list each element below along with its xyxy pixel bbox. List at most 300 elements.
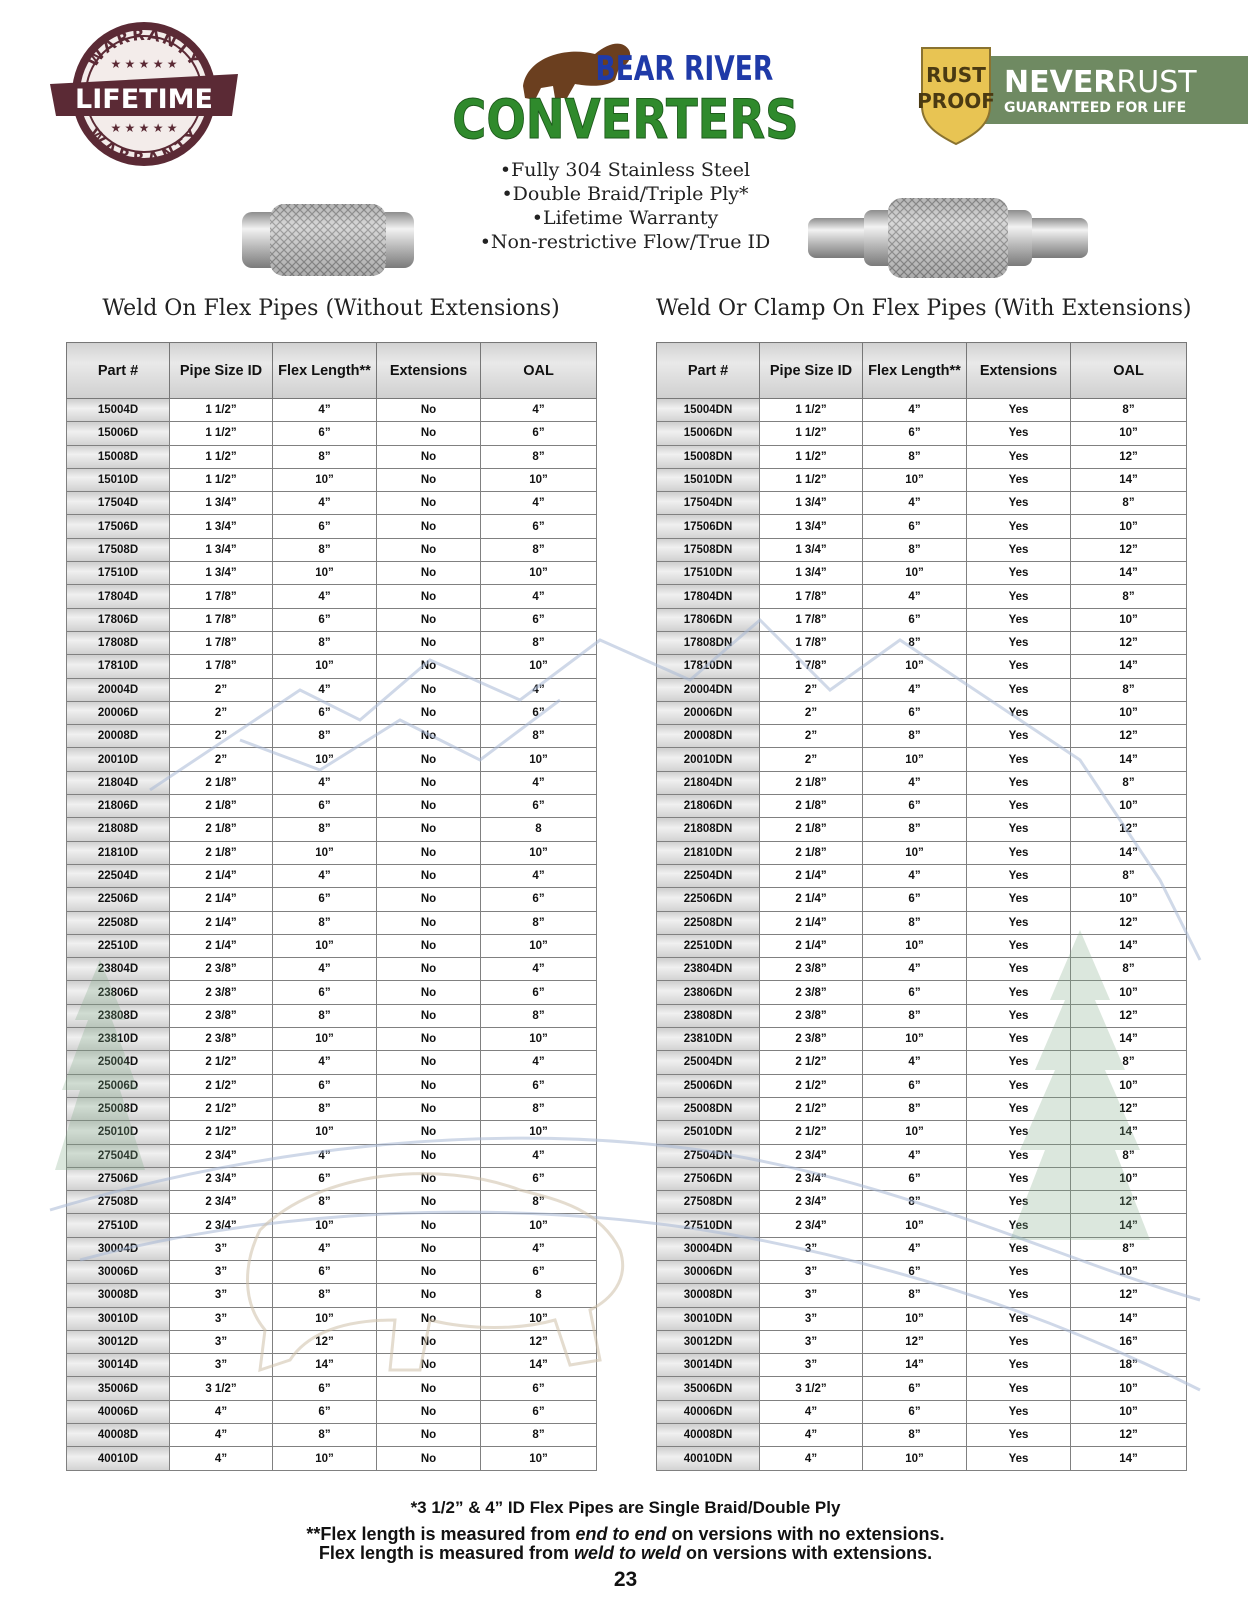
brand-line1: BEAR RIVER bbox=[595, 49, 774, 89]
cell-oal: 4” bbox=[481, 492, 597, 515]
cell-pipe-size-id: 2 1/8” bbox=[170, 795, 273, 818]
cell-pipe-size-id: 1 1/2” bbox=[760, 468, 863, 491]
cell-part-number: 27506DN bbox=[657, 1167, 760, 1190]
cell-oal: 12” bbox=[1071, 1424, 1187, 1447]
table-row bbox=[657, 1191, 1187, 1214]
cell-extensions: No bbox=[377, 1167, 481, 1190]
table-row bbox=[67, 748, 597, 771]
cell-extensions: No bbox=[377, 631, 481, 654]
cell-oal: 4” bbox=[481, 1237, 597, 1260]
table-row bbox=[657, 818, 1187, 841]
cell-part-number: 23810D bbox=[67, 1028, 170, 1051]
feature-list bbox=[440, 158, 810, 254]
cell-oal: 14” bbox=[1071, 934, 1187, 957]
table-row bbox=[657, 958, 1187, 981]
table-row bbox=[67, 492, 597, 515]
cell-flex-length: 10” bbox=[273, 562, 377, 585]
cell-flex-length: 10” bbox=[863, 841, 967, 864]
table-row bbox=[67, 1074, 597, 1097]
cell-extensions: Yes bbox=[967, 1330, 1071, 1353]
cell-flex-length: 6” bbox=[863, 422, 967, 445]
cell-part-number: 27504DN bbox=[657, 1144, 760, 1167]
cell-pipe-size-id: 2 3/4” bbox=[760, 1144, 863, 1167]
cell-part-number: 17506D bbox=[67, 515, 170, 538]
cell-pipe-size-id: 3” bbox=[170, 1330, 273, 1353]
cell-oal: 8” bbox=[481, 911, 597, 934]
cell-oal: 6” bbox=[481, 701, 597, 724]
cell-extensions: No bbox=[377, 725, 481, 748]
cell-part-number: 17808D bbox=[67, 631, 170, 654]
cell-pipe-size-id: 2 3/8” bbox=[170, 981, 273, 1004]
cell-pipe-size-id: 3” bbox=[170, 1237, 273, 1260]
cell-part-number: 35006D bbox=[67, 1377, 170, 1400]
cell-pipe-size-id: 2 1/8” bbox=[170, 841, 273, 864]
cell-pipe-size-id: 2 1/2” bbox=[760, 1121, 863, 1144]
cell-extensions: Yes bbox=[967, 422, 1071, 445]
cell-extensions: Yes bbox=[967, 1237, 1071, 1260]
cell-pipe-size-id: 2 1/8” bbox=[170, 771, 273, 794]
cell-oal: 4” bbox=[481, 678, 597, 701]
table-row bbox=[67, 1424, 597, 1447]
cell-extensions: Yes bbox=[967, 958, 1071, 981]
cell-oal: 10” bbox=[1071, 608, 1187, 631]
table-row bbox=[67, 1354, 597, 1377]
cell-flex-length: 4” bbox=[273, 678, 377, 701]
cell-pipe-size-id: 2 1/4” bbox=[170, 911, 273, 934]
cell-oal: 6” bbox=[481, 515, 597, 538]
cell-flex-length: 4” bbox=[863, 678, 967, 701]
cell-extensions: Yes bbox=[967, 1004, 1071, 1027]
header-pipe-size-id: Pipe Size ID bbox=[170, 343, 273, 399]
cell-oal: 6” bbox=[481, 1074, 597, 1097]
cell-pipe-size-id: 4” bbox=[760, 1447, 863, 1470]
cell-pipe-size-id: 2 3/8” bbox=[170, 1004, 273, 1027]
footnote-no-extensions: **Flex length is measured from end to end on versions with no extensions. bbox=[306, 1524, 945, 1544]
cell-flex-length: 10” bbox=[273, 1307, 377, 1330]
cell-part-number: 25008D bbox=[67, 1097, 170, 1120]
cell-oal: 10” bbox=[481, 1307, 597, 1330]
cell-flex-length: 8” bbox=[273, 1004, 377, 1027]
cell-part-number: 27510DN bbox=[657, 1214, 760, 1237]
cell-pipe-size-id: 2 1/8” bbox=[170, 818, 273, 841]
cell-pipe-size-id: 3” bbox=[760, 1330, 863, 1353]
cell-extensions: Yes bbox=[967, 1284, 1071, 1307]
cell-oal: 8 bbox=[481, 1284, 597, 1307]
cell-flex-length: 14” bbox=[863, 1354, 967, 1377]
table-row bbox=[67, 1307, 597, 1330]
cell-flex-length: 10” bbox=[273, 748, 377, 771]
cell-flex-length: 4” bbox=[863, 399, 967, 422]
cell-pipe-size-id: 1 3/4” bbox=[170, 538, 273, 561]
cell-flex-length: 6” bbox=[273, 1074, 377, 1097]
cell-flex-length: 10” bbox=[863, 1307, 967, 1330]
cell-oal: 10” bbox=[1071, 795, 1187, 818]
cell-extensions: No bbox=[377, 748, 481, 771]
cell-part-number: 15008D bbox=[67, 445, 170, 468]
cell-flex-length: 8” bbox=[863, 1424, 967, 1447]
cell-part-number: 20004D bbox=[67, 678, 170, 701]
cell-pipe-size-id: 3” bbox=[760, 1307, 863, 1330]
table-row bbox=[657, 1330, 1187, 1353]
cell-oal: 12” bbox=[1071, 911, 1187, 934]
cell-part-number: 15006D bbox=[67, 422, 170, 445]
cell-part-number: 22506DN bbox=[657, 888, 760, 911]
table-row bbox=[657, 701, 1187, 724]
cell-flex-length: 4” bbox=[863, 958, 967, 981]
cell-oal: 8” bbox=[1071, 1144, 1187, 1167]
cell-extensions: Yes bbox=[967, 771, 1071, 794]
table-row bbox=[657, 1051, 1187, 1074]
cell-extensions: Yes bbox=[967, 655, 1071, 678]
badge-center-text: LIFETIME bbox=[75, 84, 213, 115]
cell-flex-length: 10” bbox=[863, 468, 967, 491]
cell-oal: 10” bbox=[1071, 981, 1187, 1004]
cell-extensions: No bbox=[377, 585, 481, 608]
cell-part-number: 30008DN bbox=[657, 1284, 760, 1307]
cell-part-number: 22510D bbox=[67, 934, 170, 957]
cell-pipe-size-id: 2” bbox=[760, 725, 863, 748]
cell-extensions: Yes bbox=[967, 631, 1071, 654]
table-row bbox=[67, 1260, 597, 1283]
cell-flex-length: 4” bbox=[273, 492, 377, 515]
cell-extensions: Yes bbox=[967, 911, 1071, 934]
cell-oal: 6” bbox=[481, 422, 597, 445]
cell-part-number: 22510DN bbox=[657, 934, 760, 957]
cell-part-number: 27504D bbox=[67, 1144, 170, 1167]
cell-part-number: 17508D bbox=[67, 538, 170, 561]
cell-pipe-size-id: 2 1/4” bbox=[170, 934, 273, 957]
cell-extensions: Yes bbox=[967, 818, 1071, 841]
cell-flex-length: 8” bbox=[863, 911, 967, 934]
table-row bbox=[67, 399, 597, 422]
cell-oal: 14” bbox=[1071, 468, 1187, 491]
table-row bbox=[657, 911, 1187, 934]
lifetime-warranty-badge bbox=[48, 18, 240, 170]
cell-pipe-size-id: 2 1/2” bbox=[170, 1097, 273, 1120]
cell-extensions: Yes bbox=[967, 981, 1071, 1004]
weld-on-flex-pipes-table bbox=[66, 342, 597, 1471]
cell-extensions: No bbox=[377, 1074, 481, 1097]
cell-part-number: 22504DN bbox=[657, 864, 760, 887]
cell-flex-length: 6” bbox=[273, 795, 377, 818]
cell-flex-length: 4” bbox=[273, 864, 377, 887]
cell-flex-length: 4” bbox=[863, 585, 967, 608]
cell-oal: 8” bbox=[1071, 771, 1187, 794]
table-row bbox=[657, 422, 1187, 445]
cell-pipe-size-id: 2 3/8” bbox=[170, 1028, 273, 1051]
table-row bbox=[67, 771, 597, 794]
cell-extensions: No bbox=[377, 981, 481, 1004]
table-row bbox=[657, 1377, 1187, 1400]
cell-oal: 18” bbox=[1071, 1354, 1187, 1377]
table-row bbox=[67, 445, 597, 468]
cell-part-number: 40006DN bbox=[657, 1400, 760, 1423]
table-row bbox=[657, 538, 1187, 561]
cell-flex-length: 4” bbox=[273, 958, 377, 981]
cell-part-number: 23808DN bbox=[657, 1004, 760, 1027]
cell-flex-length: 10” bbox=[273, 1214, 377, 1237]
cell-pipe-size-id: 2 3/8” bbox=[760, 1004, 863, 1027]
cell-part-number: 15004DN bbox=[657, 399, 760, 422]
table-row bbox=[657, 399, 1187, 422]
header-flex-length: Flex Length** bbox=[863, 343, 967, 399]
footnote-braid: *3 1/2” & 4” ID Flex Pipes are Single Braid/Double Ply bbox=[410, 1498, 841, 1517]
cell-part-number: 30006D bbox=[67, 1260, 170, 1283]
cell-extensions: No bbox=[377, 422, 481, 445]
cell-pipe-size-id: 4” bbox=[760, 1400, 863, 1423]
cell-part-number: 15010D bbox=[67, 468, 170, 491]
cell-flex-length: 6” bbox=[863, 1377, 967, 1400]
cell-part-number: 20004DN bbox=[657, 678, 760, 701]
cell-flex-length: 6” bbox=[863, 1074, 967, 1097]
cell-pipe-size-id: 3 1/2” bbox=[760, 1377, 863, 1400]
table-row bbox=[657, 1144, 1187, 1167]
cell-oal: 10” bbox=[1071, 1167, 1187, 1190]
cell-oal: 10” bbox=[481, 1447, 597, 1470]
cell-extensions: No bbox=[377, 608, 481, 631]
table-row bbox=[67, 1214, 597, 1237]
cell-extensions: No bbox=[377, 1004, 481, 1027]
table-row bbox=[657, 981, 1187, 1004]
table-row bbox=[657, 1260, 1187, 1283]
table-row bbox=[67, 841, 597, 864]
cell-part-number: 40010D bbox=[67, 1447, 170, 1470]
cell-pipe-size-id: 3” bbox=[760, 1260, 863, 1283]
cell-extensions: No bbox=[377, 1028, 481, 1051]
table-row bbox=[67, 1167, 597, 1190]
cell-flex-length: 6” bbox=[273, 701, 377, 724]
cell-pipe-size-id: 3” bbox=[760, 1284, 863, 1307]
cell-oal: 10” bbox=[1071, 1074, 1187, 1097]
cell-flex-length: 10” bbox=[863, 655, 967, 678]
cell-pipe-size-id: 2 3/8” bbox=[170, 958, 273, 981]
cell-part-number: 21804DN bbox=[657, 771, 760, 794]
cell-pipe-size-id: 2 1/8” bbox=[760, 841, 863, 864]
cell-part-number: 23810DN bbox=[657, 1028, 760, 1051]
cell-part-number: 40008DN bbox=[657, 1424, 760, 1447]
cell-flex-length: 4” bbox=[863, 864, 967, 887]
cell-pipe-size-id: 3” bbox=[170, 1307, 273, 1330]
cell-pipe-size-id: 2 1/2” bbox=[170, 1121, 273, 1144]
cell-oal: 10” bbox=[1071, 422, 1187, 445]
cell-part-number: 30012DN bbox=[657, 1330, 760, 1353]
cell-flex-length: 8” bbox=[273, 818, 377, 841]
cell-flex-length: 10” bbox=[863, 562, 967, 585]
table-row bbox=[67, 655, 597, 678]
cell-flex-length: 8” bbox=[273, 1097, 377, 1120]
cell-part-number: 20010DN bbox=[657, 748, 760, 771]
cell-extensions: No bbox=[377, 562, 481, 585]
cell-pipe-size-id: 2 3/8” bbox=[760, 958, 863, 981]
cell-part-number: 23806D bbox=[67, 981, 170, 1004]
table-row bbox=[657, 1307, 1187, 1330]
cell-part-number: 25006D bbox=[67, 1074, 170, 1097]
cell-pipe-size-id: 1 3/4” bbox=[760, 538, 863, 561]
cell-oal: 10” bbox=[481, 562, 597, 585]
header-flex-length: Flex Length** bbox=[273, 343, 377, 399]
cell-flex-length: 4” bbox=[273, 1051, 377, 1074]
cell-part-number: 40006D bbox=[67, 1400, 170, 1423]
table-row bbox=[67, 888, 597, 911]
guarantee-text: GUARANTEED FOR LIFE bbox=[1004, 100, 1187, 116]
cell-oal: 8” bbox=[1071, 492, 1187, 515]
cell-extensions: Yes bbox=[967, 1424, 1071, 1447]
cell-part-number: 21808D bbox=[67, 818, 170, 841]
cell-oal: 8 bbox=[481, 818, 597, 841]
cell-pipe-size-id: 4” bbox=[170, 1424, 273, 1447]
table-row bbox=[657, 1237, 1187, 1260]
cell-oal: 6” bbox=[481, 1377, 597, 1400]
cell-oal: 8” bbox=[1071, 1237, 1187, 1260]
cell-extensions: No bbox=[377, 864, 481, 887]
cell-part-number: 20010D bbox=[67, 748, 170, 771]
cell-flex-length: 10” bbox=[863, 1028, 967, 1051]
cell-extensions: No bbox=[377, 888, 481, 911]
cell-extensions: No bbox=[377, 538, 481, 561]
page-number: 23 bbox=[613, 1568, 638, 1591]
cell-extensions: Yes bbox=[967, 1447, 1071, 1470]
cell-pipe-size-id: 2 3/4” bbox=[170, 1167, 273, 1190]
cell-extensions: Yes bbox=[967, 725, 1071, 748]
table-row bbox=[67, 678, 597, 701]
cell-extensions: Yes bbox=[967, 492, 1071, 515]
cell-part-number: 15008DN bbox=[657, 445, 760, 468]
table-row bbox=[67, 981, 597, 1004]
cell-oal: 8” bbox=[481, 1191, 597, 1214]
cell-pipe-size-id: 2 3/4” bbox=[170, 1191, 273, 1214]
cell-pipe-size-id: 2 3/8” bbox=[760, 1028, 863, 1051]
cell-part-number: 20008D bbox=[67, 725, 170, 748]
cell-part-number: 25008DN bbox=[657, 1097, 760, 1120]
svg-text:NEVERRUST bbox=[1004, 65, 1197, 100]
cell-extensions: No bbox=[377, 399, 481, 422]
table-row bbox=[657, 468, 1187, 491]
cell-pipe-size-id: 2 1/4” bbox=[760, 888, 863, 911]
cell-pipe-size-id: 1 1/2” bbox=[760, 445, 863, 468]
cell-flex-length: 8” bbox=[863, 818, 967, 841]
cell-pipe-size-id: 2 3/8” bbox=[760, 981, 863, 1004]
table-row bbox=[67, 608, 597, 631]
cell-part-number: 23806DN bbox=[657, 981, 760, 1004]
cell-extensions: Yes bbox=[967, 678, 1071, 701]
cell-pipe-size-id: 1 1/2” bbox=[170, 422, 273, 445]
cell-flex-length: 6” bbox=[863, 1167, 967, 1190]
cell-extensions: Yes bbox=[967, 1097, 1071, 1120]
cell-extensions: No bbox=[377, 1424, 481, 1447]
cell-extensions: No bbox=[377, 1354, 481, 1377]
cell-pipe-size-id: 2 1/4” bbox=[760, 864, 863, 887]
cell-oal: 14” bbox=[1071, 1028, 1187, 1051]
cell-flex-length: 10” bbox=[863, 934, 967, 957]
table-row bbox=[67, 1447, 597, 1470]
cell-flex-length: 6” bbox=[863, 701, 967, 724]
cell-extensions: No bbox=[377, 468, 481, 491]
cell-flex-length: 4” bbox=[863, 1051, 967, 1074]
cell-oal: 12” bbox=[1071, 538, 1187, 561]
flex-pipe-image-with-extensions bbox=[808, 192, 1088, 284]
cell-pipe-size-id: 2 1/2” bbox=[760, 1097, 863, 1120]
cell-flex-length: 6” bbox=[273, 888, 377, 911]
header-part-number: Part # bbox=[67, 343, 170, 399]
cell-pipe-size-id: 1 3/4” bbox=[170, 562, 273, 585]
cell-pipe-size-id: 2 1/2” bbox=[170, 1051, 273, 1074]
cell-flex-length: 6” bbox=[273, 1260, 377, 1283]
cell-pipe-size-id: 1 7/8” bbox=[760, 631, 863, 654]
cell-pipe-size-id: 2 3/4” bbox=[760, 1214, 863, 1237]
table-row bbox=[657, 795, 1187, 818]
cell-oal: 14” bbox=[481, 1354, 597, 1377]
cell-oal: 8” bbox=[481, 631, 597, 654]
cell-extensions: No bbox=[377, 934, 481, 957]
cell-oal: 6” bbox=[481, 795, 597, 818]
cell-part-number: 27506D bbox=[67, 1167, 170, 1190]
cell-flex-length: 10” bbox=[273, 1447, 377, 1470]
cell-part-number: 30010D bbox=[67, 1307, 170, 1330]
cell-flex-length: 4” bbox=[863, 771, 967, 794]
cell-flex-length: 6” bbox=[863, 1400, 967, 1423]
cell-oal: 12” bbox=[1071, 1097, 1187, 1120]
cell-extensions: Yes bbox=[967, 1354, 1071, 1377]
cell-extensions: Yes bbox=[967, 1167, 1071, 1190]
cell-part-number: 30012D bbox=[67, 1330, 170, 1353]
table-row bbox=[67, 911, 597, 934]
cell-part-number: 17504D bbox=[67, 492, 170, 515]
cell-part-number: 23804D bbox=[67, 958, 170, 981]
cell-pipe-size-id: 2 3/4” bbox=[170, 1144, 273, 1167]
cell-part-number: 25010DN bbox=[657, 1121, 760, 1144]
cell-pipe-size-id: 3 1/2” bbox=[170, 1377, 273, 1400]
table-row bbox=[657, 1121, 1187, 1144]
cell-part-number: 15004D bbox=[67, 399, 170, 422]
cell-oal: 12” bbox=[1071, 445, 1187, 468]
cell-oal: 10” bbox=[481, 748, 597, 771]
cell-oal: 12” bbox=[1071, 1191, 1187, 1214]
cell-flex-length: 8” bbox=[863, 1097, 967, 1120]
table-row bbox=[657, 888, 1187, 911]
cell-oal: 14” bbox=[1071, 748, 1187, 771]
cell-extensions: No bbox=[377, 1307, 481, 1330]
cell-oal: 8” bbox=[1071, 678, 1187, 701]
cell-oal: 6” bbox=[481, 1167, 597, 1190]
cell-flex-length: 4” bbox=[863, 492, 967, 515]
rust-text: RUST bbox=[1116, 65, 1197, 100]
cell-part-number: 17508DN bbox=[657, 538, 760, 561]
cell-flex-length: 8” bbox=[863, 1004, 967, 1027]
cell-part-number: 20006DN bbox=[657, 701, 760, 724]
cell-extensions: No bbox=[377, 492, 481, 515]
table-row bbox=[67, 538, 597, 561]
cell-oal: 16” bbox=[1071, 1330, 1187, 1353]
svg-text:★ ★ ★ ★ ★: ★ ★ ★ ★ ★ bbox=[110, 121, 178, 135]
table-row bbox=[657, 1074, 1187, 1097]
cell-part-number: 25004D bbox=[67, 1051, 170, 1074]
cell-flex-length: 10” bbox=[273, 655, 377, 678]
table-row bbox=[67, 422, 597, 445]
cell-extensions: Yes bbox=[967, 562, 1071, 585]
cell-extensions: No bbox=[377, 1144, 481, 1167]
header-pipe-size-id: Pipe Size ID bbox=[760, 343, 863, 399]
cell-oal: 4” bbox=[481, 1051, 597, 1074]
cell-extensions: Yes bbox=[967, 1051, 1071, 1074]
table-row bbox=[67, 1191, 597, 1214]
table-row bbox=[67, 818, 597, 841]
cell-flex-length: 4” bbox=[863, 1144, 967, 1167]
cell-flex-length: 10” bbox=[273, 934, 377, 957]
cell-extensions: Yes bbox=[967, 1307, 1071, 1330]
cell-pipe-size-id: 2 1/8” bbox=[760, 771, 863, 794]
cell-part-number: 30008D bbox=[67, 1284, 170, 1307]
never-text: NEVER bbox=[1004, 65, 1117, 100]
